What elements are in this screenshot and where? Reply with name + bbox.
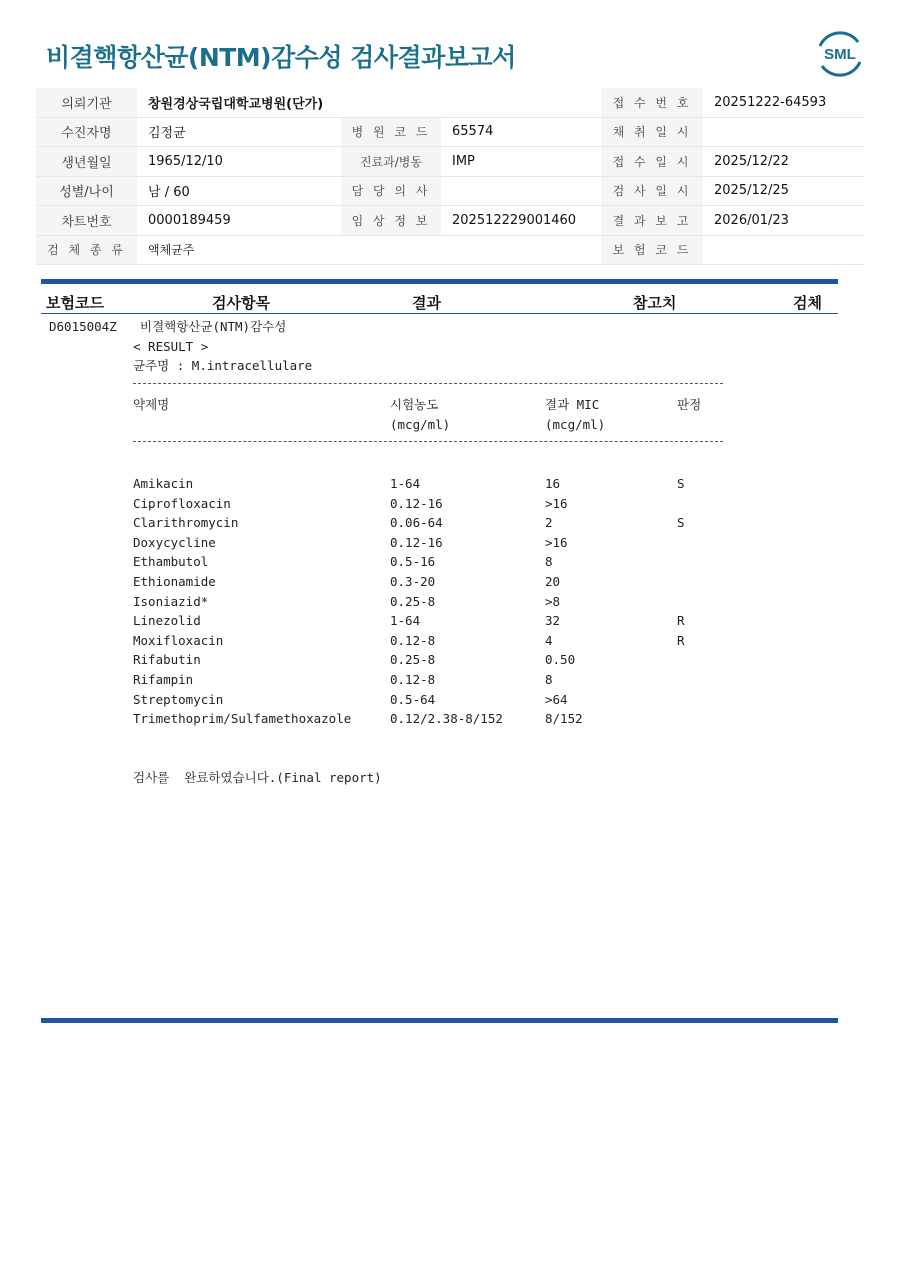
insurance-label: 보 험 코 드 [601,235,703,265]
drug-mic: 20 [545,574,561,589]
col-code: 보험코드 [46,294,104,312]
birth-value: 1965/12/10 [137,147,341,177]
drug-interp: S [677,515,685,531]
report-date-value: 2026/01/23 [703,206,864,236]
drug-name: Clarithromycin [133,515,239,531]
drug-name: Amikacin [133,476,194,491]
chart-value: 0000189459 [137,206,341,236]
header-divider [41,279,838,284]
col-specimen: 검체 [793,294,822,312]
drug-mic: 32 [545,613,561,629]
dashed-divider [133,441,723,442]
receipt-no-label: 접 수 번 호 [601,88,703,117]
drug-name: Rifampin [133,672,194,687]
drug-name: Moxifloxacin [133,632,224,648]
drug-mic: 4 [545,632,553,648]
header-interp: 판정 [677,397,702,412]
info-row [36,206,864,236]
drug-mic: 16 [545,476,561,491]
drug-mic: 2 [545,515,553,531]
logo-text: SML [824,46,856,63]
chart-label: 차트번호 [36,206,137,236]
drug-range: 1-64 [390,476,421,491]
drug-name: Trimethoprim/Sulfamethoxazole [133,711,352,727]
specimen-label: 검 체 종 류 [36,235,137,265]
receipt-date-label: 접 수 일 시 [601,147,703,177]
clinical-label: 임 상 정 보 [341,206,441,236]
drug-range: 0.25-8 [390,652,436,668]
sex-age-value: 남 / 60 [137,176,341,206]
col-result: 결과 [412,294,441,312]
collect-date-value [703,117,864,147]
requester-value: 창원경상국립대학교병원(단가) [137,88,601,117]
drug-range: 0.25-8 [390,593,436,609]
col-item: 검사항목 [212,294,270,312]
drug-mic: >64 [545,691,568,707]
insurance-value [703,235,864,265]
drug-range: 0.06-64 [390,515,443,531]
test-code: D6015004Z [49,319,117,334]
info-row [36,235,864,265]
hospital-code-label: 병 원 코 드 [341,117,441,147]
drug-interp: R [677,632,685,648]
sml-logo [812,28,868,78]
dept-value: IMP [441,147,601,177]
result-tag: < RESULT > [133,339,209,354]
requester-label: 의뢰기관 [36,88,137,117]
organism-line: 균주명 : M.intracellulare [133,358,313,373]
info-row [36,147,864,177]
drug-mic: >16 [545,495,568,511]
drug-mic: 8/152 [545,711,583,727]
drug-mic: 0.50 [545,652,576,668]
header-conc-unit: (mcg/ml) [390,417,451,432]
drug-mic: >16 [545,534,568,550]
drug-name: Streptomycin [133,691,224,707]
doctor-label: 담 당 의 사 [341,176,441,206]
patient-info-table [36,88,864,265]
drug-interp: S [677,476,685,491]
drug-name: Ciprofloxacin [133,495,231,511]
drug-range: 0.12-16 [390,534,443,550]
report-title: 비결핵항산균(NTM)감수성 검사결과보고서 [46,43,516,72]
drug-range: 0.3-20 [390,574,436,589]
test-date-value: 2025/12/25 [703,176,864,206]
drug-range: 0.12-8 [390,672,436,687]
doctor-value [441,176,601,206]
drug-range: 0.12/2.38-8/152 [390,711,503,727]
footer-divider [41,1018,838,1023]
receipt-no-value: 20251222-64593 [703,88,864,117]
dashed-divider [133,383,723,384]
test-date-label: 검 사 일 시 [601,176,703,206]
header-drug: 약제명 [133,397,170,412]
final-note: 검사를 완료하였습니다.(Final report) [133,770,382,785]
drug-range: 0.12-16 [390,495,443,511]
test-name: 비결핵항산균(NTM)감수성 [140,319,287,334]
col-reference: 참고치 [633,294,677,312]
clinical-value: 202512229001460 [441,206,601,236]
drug-mic: 8 [545,554,553,570]
drug-range: 1-64 [390,613,421,629]
column-header-underline [41,313,838,314]
patient-label: 수진자명 [36,117,137,147]
hospital-code-value: 65574 [441,117,601,147]
drug-name: Doxycycline [133,534,216,550]
drug-name: Linezolid [133,613,201,629]
drug-range: 0.5-64 [390,691,436,707]
drug-range: 0.5-16 [390,554,436,570]
specimen-value: 액체균주 [137,235,601,265]
drug-name: Ethambutol [133,554,209,570]
birth-label: 생년월일 [36,147,137,177]
drug-interp: R [677,613,685,629]
drug-mic: 8 [545,672,553,687]
drug-mic: >8 [545,593,561,609]
info-row [36,117,864,147]
sex-age-label: 성별/나이 [36,176,137,206]
drug-range: 0.12-8 [390,632,436,648]
header-mic-unit: (mcg/ml) [545,417,606,432]
drug-name: Isoniazid* [133,593,209,609]
dept-label: 진료과/병동 [341,147,441,177]
header-mic: 결과 MIC [545,397,600,412]
report-date-label: 결 과 보 고 [601,206,703,236]
receipt-date-value: 2025/12/22 [703,147,864,177]
drug-name: Ethionamide [133,574,216,589]
patient-value: 김정균 [137,117,341,147]
drug-name: Rifabutin [133,652,201,668]
header-conc: 시험농도 [390,397,439,412]
info-row [36,88,864,117]
info-row [36,176,864,206]
collect-date-label: 채 취 일 시 [601,117,703,147]
